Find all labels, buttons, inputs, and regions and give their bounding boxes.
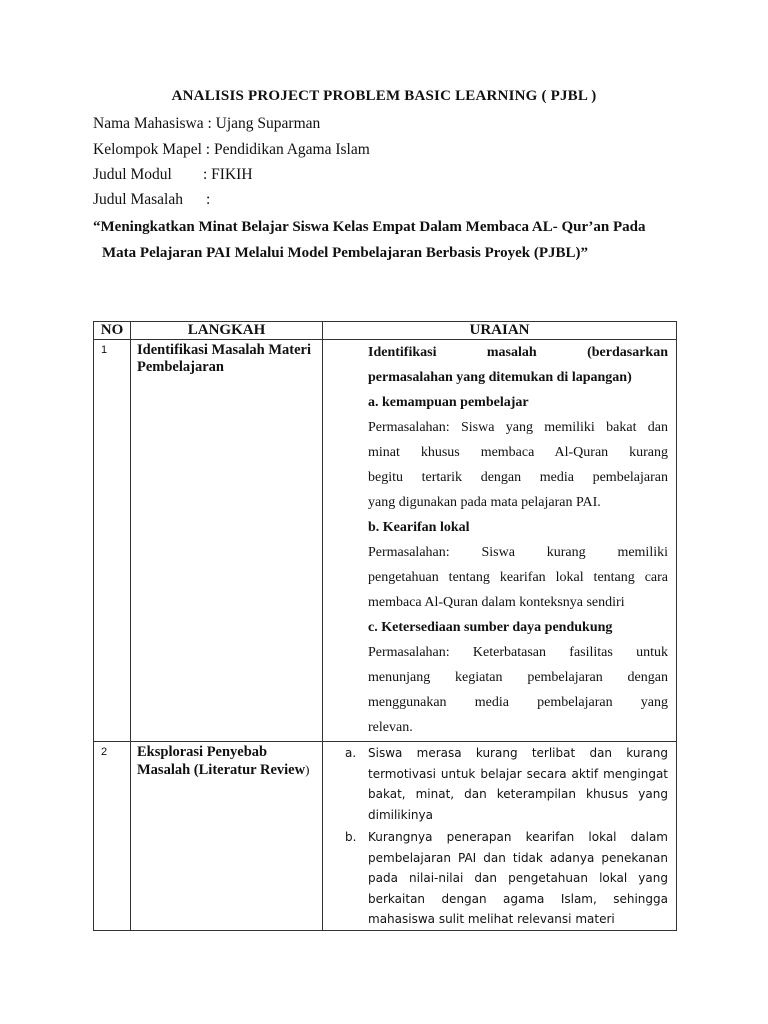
problem-statement <box>93 214 675 266</box>
point-a-text-line: Permasalahan: Siswa yang memiliki bakat dan <box>368 420 668 435</box>
point-c-text-line: Permasalahan: Keterbatasan fasilitas untuk <box>368 645 668 660</box>
uraian-heading-line-1: Identifikasi masalah (berdasarkan <box>368 345 668 360</box>
point-b-title: b. Kearifan lokal <box>368 520 470 535</box>
module-title <box>93 166 253 184</box>
table-header-row <box>94 322 677 340</box>
module-title-value: : FIKIH <box>203 166 253 183</box>
step-name <box>131 742 323 931</box>
problem-statement-line-2: Mata Pelajaran PAI Melalui Model Pembelajaran Berbasis Proyek (PJBL)” <box>102 245 589 261</box>
step-description <box>323 742 677 931</box>
point-c-text-line: menunjang kegiatan pembelajaran dengan <box>368 670 668 685</box>
module-title-label: Judul Modul <box>93 166 172 183</box>
row-number: 2 <box>94 742 131 931</box>
list-item <box>345 827 668 930</box>
problem-title <box>93 191 210 209</box>
list-text: Siswa merasa kurang terlibat dan kurang termotivasi untuk belajar secara aktif mengingat bakat, minat, dan keterampilan khusus yang dimilikinya <box>368 746 668 822</box>
analysis-table <box>93 321 677 931</box>
page-title: ANALISIS PROJECT PROBLEM BASIC LEARNING ( PJBL ) <box>171 88 597 104</box>
problem-title-value: : <box>206 191 211 208</box>
point-b-text-line: Permasalahan: Siswa kurang memiliki <box>368 545 668 560</box>
point-c-title: c. Ketersediaan sumber daya pendukung <box>368 620 613 635</box>
point-a-text-line: minat khusus membaca Al-Quran kurang <box>368 445 668 460</box>
point-b-text-line: pengetahuan tentang kearifan lokal tentang cara <box>368 570 668 585</box>
step-description <box>323 340 677 742</box>
point-b-text-line: membaca Al-Quran dalam konteksnya sendiri <box>368 595 625 610</box>
list-marker: b. <box>345 830 357 844</box>
problem-title-label: Judul Masalah <box>93 191 183 208</box>
table-row <box>94 340 677 742</box>
list-text: Kurangnya penerapan kearifan lokal dalam pembelajaran PAI dan tidak adanya penekanan pada nilai-nilai dan pengetahuan lokal yang berkaitan dengan agama Islam, sehingga mahasiswa sulit melihat relevansi materi <box>368 830 668 926</box>
row-number: 1 <box>94 340 131 742</box>
point-a-text-line: yang digunakan pada mata pelajaran PAI. <box>368 495 601 510</box>
point-a-text-line: begitu tertarik dengan media pembelajaran <box>368 470 668 485</box>
point-a-title: a. kemampuan pembelajar <box>368 395 529 410</box>
table-row <box>94 742 677 931</box>
problem-statement-line-1: “Meningkatkan Minat Belajar Siswa Kelas Empat Dalam Membaca AL- Qur’an Pada <box>93 219 646 235</box>
student-name: Nama Mahasiswa : Ujang Suparman <box>93 115 321 132</box>
point-c-text-line: relevan. <box>368 720 413 735</box>
step-name-main: Eksplorasi Penyebab Masalah (Literatur Review <box>137 744 306 778</box>
header-langkah: LANGKAH <box>131 322 323 340</box>
list-marker: a. <box>345 746 357 760</box>
point-c-text-line: menggunakan media pembelajaran yang <box>368 695 668 710</box>
uraian-heading-line-2: permasalahan yang ditemukan di lapangan) <box>368 370 632 385</box>
step-name: Identifikasi Masalah Materi Pembelajaran <box>131 340 323 742</box>
header-uraian: URAIAN <box>323 322 677 340</box>
subject-group: Kelompok Mapel : Pendidikan Agama Islam <box>93 141 370 158</box>
list-item <box>345 743 668 825</box>
step-name-close: ) <box>305 762 310 777</box>
header-no: NO <box>94 322 131 340</box>
